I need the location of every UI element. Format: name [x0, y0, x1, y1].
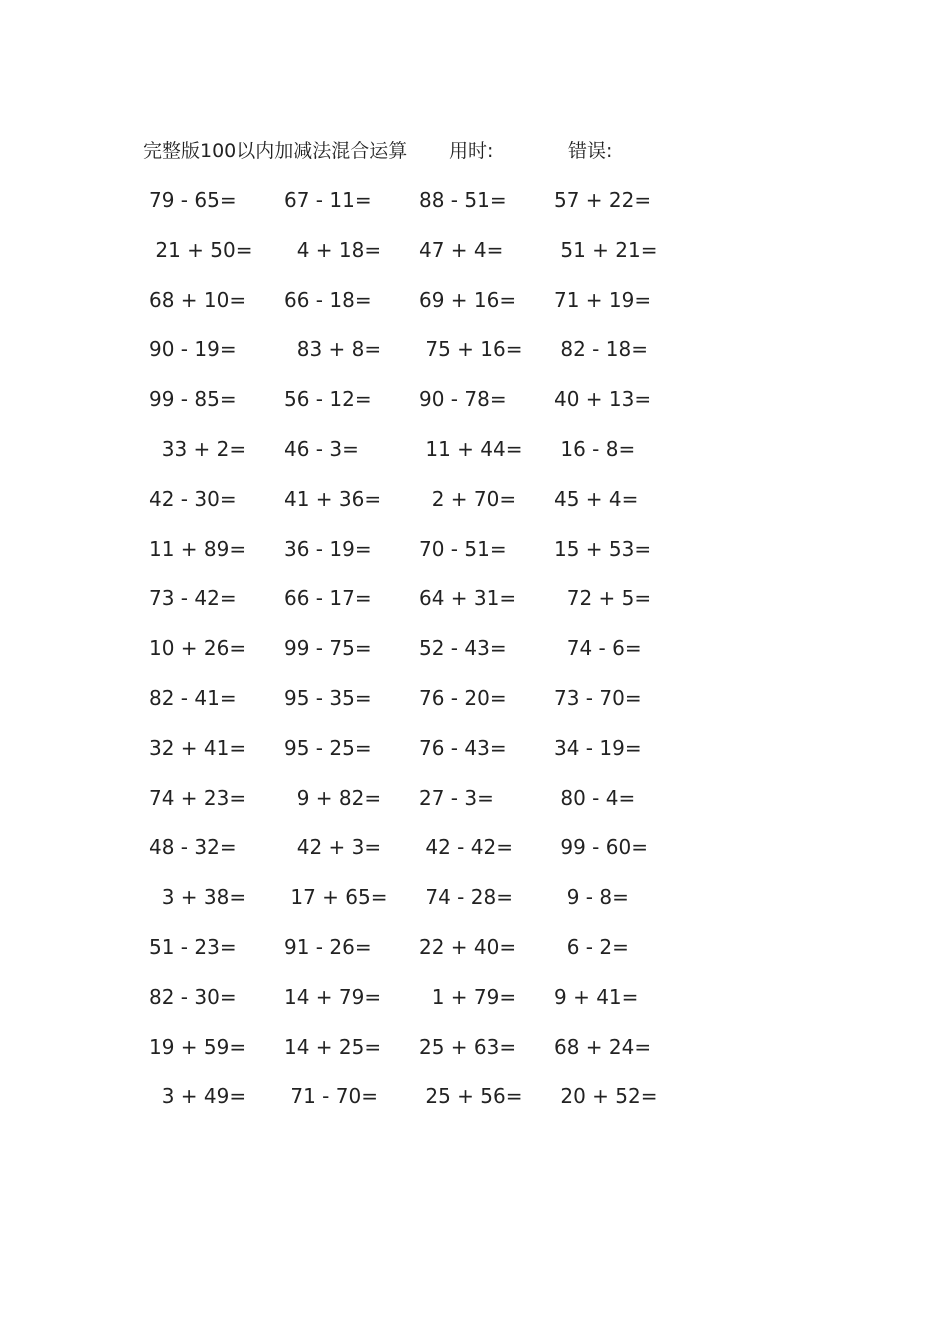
math-problem: 14 + 79=	[284, 984, 382, 1009]
math-problem: 21 + 50=	[149, 237, 253, 262]
math-problem: 42 - 30=	[149, 486, 237, 511]
time-label: 用时:	[449, 140, 494, 162]
math-problem: 73 - 42=	[149, 586, 237, 611]
math-problem: 71 + 19=	[554, 287, 652, 312]
math-problem: 9 + 82=	[284, 785, 382, 810]
math-problem: 16 - 8=	[554, 436, 636, 461]
math-problem: 1 + 79=	[419, 984, 517, 1009]
math-problem: 90 - 19=	[149, 337, 237, 362]
math-problem: 90 - 78=	[419, 387, 507, 412]
math-problem: 56 - 12=	[284, 387, 372, 412]
math-problem: 20 + 52=	[554, 1084, 658, 1109]
problem-row	[0, 384, 950, 434]
math-problem: 41 + 36=	[284, 486, 382, 511]
math-problem: 33 + 2=	[149, 436, 247, 461]
math-problem: 64 + 31=	[419, 586, 517, 611]
math-problem: 69 + 16=	[419, 287, 517, 312]
math-problem: 52 - 43=	[419, 636, 507, 661]
problem-row	[0, 583, 950, 633]
math-problem: 68 + 10=	[149, 287, 247, 312]
math-problem: 4 + 18=	[284, 237, 382, 262]
math-problem: 82 - 30=	[149, 984, 237, 1009]
problem-row	[0, 434, 950, 484]
math-problem: 76 - 20=	[419, 685, 507, 710]
math-problem: 17 + 65=	[284, 885, 388, 910]
error-label: 错误:	[568, 140, 613, 162]
math-problem: 88 - 51=	[419, 188, 507, 212]
math-problem: 71 - 70=	[284, 1084, 378, 1109]
math-problem: 73 - 70=	[554, 685, 642, 710]
math-problem: 2 + 70=	[419, 486, 517, 511]
worksheet-header	[0, 136, 950, 166]
math-problem: 99 - 60=	[554, 835, 648, 860]
math-problem: 70 - 51=	[419, 536, 507, 561]
math-problem: 66 - 18=	[284, 287, 372, 312]
math-problem: 51 + 21=	[554, 237, 658, 262]
problem-row	[0, 1032, 950, 1082]
problem-row	[0, 932, 950, 982]
math-problem: 74 - 6=	[554, 636, 642, 661]
math-problem: 91 - 26=	[284, 934, 372, 959]
math-problem: 25 + 63=	[419, 1034, 517, 1059]
math-problem: 83 + 8=	[284, 337, 382, 362]
problem-row	[0, 334, 950, 384]
worksheet-title: 完整版100以内加减法混合运算	[143, 140, 408, 162]
problem-row	[0, 285, 950, 335]
math-problem: 6 - 2=	[554, 934, 629, 959]
math-problem: 25 + 56=	[419, 1084, 523, 1109]
math-problem: 11 + 89=	[149, 536, 247, 561]
math-problem: 15 + 53=	[554, 536, 652, 561]
math-problem: 10 + 26=	[149, 636, 247, 661]
math-problem: 95 - 25=	[284, 735, 372, 760]
math-problem: 9 - 8=	[554, 885, 629, 910]
math-problem: 22 + 40=	[419, 934, 517, 959]
math-problem: 67 - 11=	[284, 188, 372, 212]
problem-row	[0, 185, 950, 235]
math-problem: 36 - 19=	[284, 536, 372, 561]
math-problem: 48 - 32=	[149, 835, 237, 860]
math-problem: 3 + 38=	[149, 885, 247, 910]
math-problem: 34 - 19=	[554, 735, 642, 760]
math-problem: 82 - 41=	[149, 685, 237, 710]
problem-row	[0, 1081, 950, 1131]
math-problem: 51 - 23=	[149, 934, 237, 959]
math-problem: 75 + 16=	[419, 337, 523, 362]
math-problem: 42 - 42=	[419, 835, 513, 860]
math-problem: 27 - 3=	[419, 785, 494, 810]
problem-row	[0, 733, 950, 783]
math-problem: 80 - 4=	[554, 785, 636, 810]
problem-row	[0, 484, 950, 534]
math-problem: 82 - 18=	[554, 337, 648, 362]
problem-row	[0, 633, 950, 683]
math-problem: 14 + 25=	[284, 1034, 382, 1059]
math-problem: 32 + 41=	[149, 735, 247, 760]
math-problem: 76 - 43=	[419, 735, 507, 760]
math-problem: 19 + 59=	[149, 1034, 247, 1059]
math-problem: 47 + 4=	[419, 237, 504, 262]
problem-row	[0, 832, 950, 882]
math-problem: 11 + 44=	[419, 436, 523, 461]
math-problem: 79 - 65=	[149, 188, 237, 212]
math-problem: 74 - 28=	[419, 885, 513, 910]
math-problem: 72 + 5=	[554, 586, 652, 611]
problem-row	[0, 235, 950, 285]
math-problem: 95 - 35=	[284, 685, 372, 710]
math-problem: 46 - 3=	[284, 436, 359, 461]
math-problem: 40 + 13=	[554, 387, 652, 412]
math-problem: 68 + 24=	[554, 1034, 652, 1059]
problem-row	[0, 534, 950, 584]
problem-row	[0, 783, 950, 833]
math-problem: 3 + 49=	[149, 1084, 247, 1109]
math-problem: 45 + 4=	[554, 486, 639, 511]
math-problem: 57 + 22=	[554, 188, 652, 212]
problem-row	[0, 683, 950, 733]
math-problem: 74 + 23=	[149, 785, 247, 810]
math-problem: 99 - 85=	[149, 387, 237, 412]
problem-row	[0, 882, 950, 932]
math-problem: 99 - 75=	[284, 636, 372, 661]
math-problem: 42 + 3=	[284, 835, 382, 860]
problem-row	[0, 982, 950, 1032]
math-problem: 9 + 41=	[554, 984, 639, 1009]
math-problem: 66 - 17=	[284, 586, 372, 611]
problem-grid	[0, 185, 950, 1131]
